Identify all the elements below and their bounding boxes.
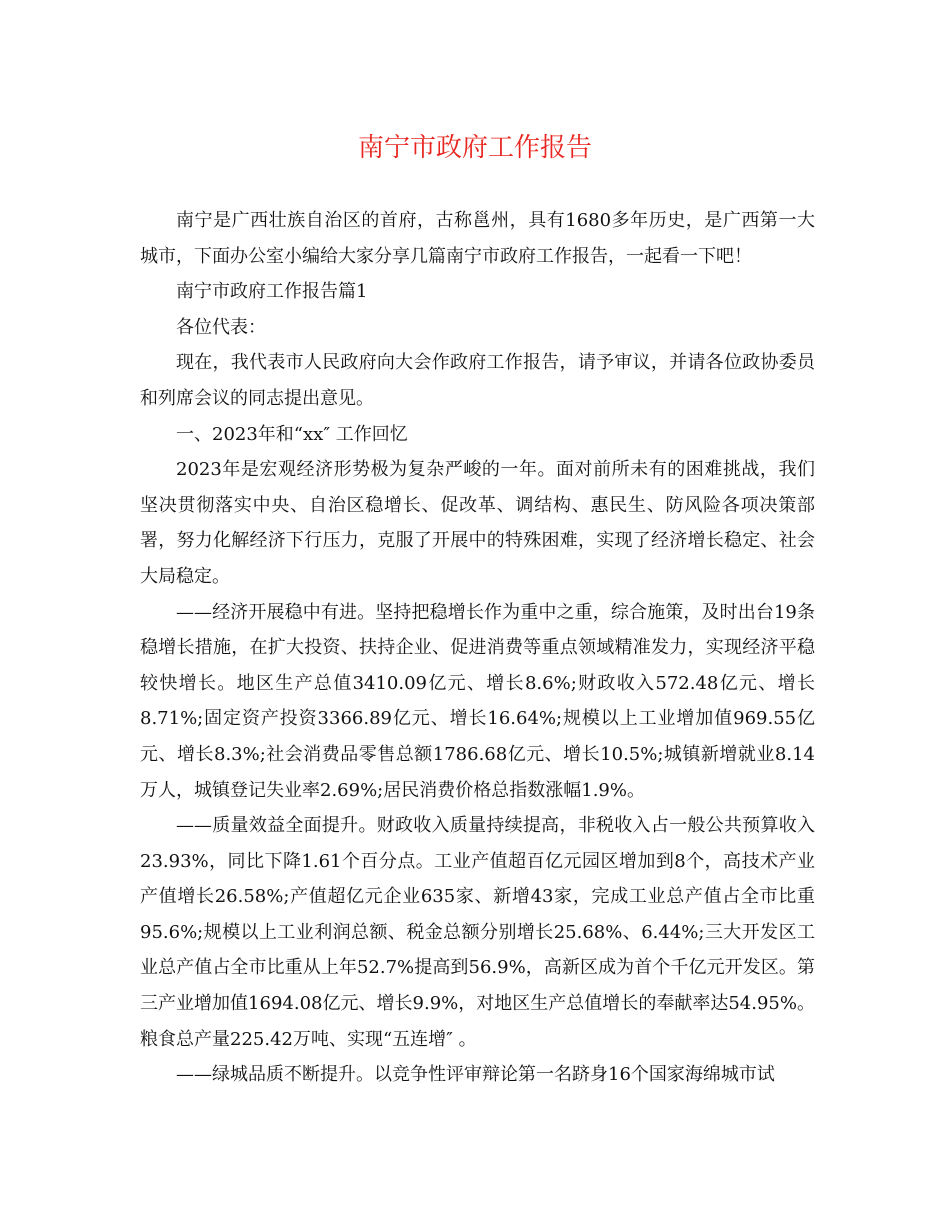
paragraph-overview: 2023年是宏观经济形势极为复杂严峻的一年。面对前所未有的困难挑战，我们坚决贯彻落实中央、自治区稳增长、促改革、调结构、惠民生、防风险各项决策部署，努力化解经济下行压力，克服了开展中的特殊困难，实现了经济增长稳定、社会大局稳定。 <box>140 459 815 587</box>
paragraph-part-heading: 一、2023年和“xx″ 工作回忆 <box>176 423 408 445</box>
paragraph-opening: 现在，我代表市人民政府向大会作政府工作报告，请予审议，并请各位政协委员和列席会议的同志提出意见。 <box>140 352 815 409</box>
paragraph-quality: ——质量效益全面提升。财政收入质量持续提高，非税收入占一般公共预算收入23.93%，同比下降1.61个百分点。工业产值超百亿元园区增加到8个，高技术产业产值增长26.58%;产值超亿元企业635家、新增43家，完成工业总产值占全市比重95.6%;规模以上工业利润总额、税金总额分别增长25.68%、6.44%;三大开发区工业总产值占全市比重从上年52.7%提高到56.9%，高新区成为首个千亿元开发区。第三产业增加值1694.08亿元、增长9.9%，对地区生产总值增长的奉献率达54.95%。粮食总产量225.42万吨、实现“五连增″ 。 <box>140 815 815 1050</box>
paragraph-economy: ——经济开展稳中有进。坚持把稳增长作为重中之重，综合施策，及时出台19条稳增长措施，在扩大投资、扶持企业、促进消费等重点领域精准发力，实现经济平稳较快增长。地区生产总值3410.09亿元、增长8.6%;财政收入572.48亿元、增长8.71%;固定资产投资3366.89亿元、增长16.64%;规模以上工业增加值969.55亿元、增长8.3%;社会消费品零售总额1786.68亿元、增长10.5%;城镇新增就业8.14万人，城镇登记失业率2.69%;居民消费价格总指数涨幅1.9%。 <box>140 601 815 801</box>
paragraph-section-heading: 南宁市政府工作报告篇1 <box>176 281 368 303</box>
document-title: 南宁市政府工作报告 <box>357 133 592 163</box>
paragraph-green-city: ——绿城品质不断提升。以竞争性评审辩论第一名跻身16个国家海绵城市试 <box>176 1064 775 1086</box>
paragraph-intro: 南宁是广西壮族自治区的首府，古称邕州，具有1680多年历史，是广西第一大城市，下面办公室小编给大家分享几篇南宁市政府工作报告，一起看一下吧！ <box>140 210 815 267</box>
document-body <box>140 203 815 1093</box>
paragraph-salutation: 各位代表： <box>176 316 266 338</box>
